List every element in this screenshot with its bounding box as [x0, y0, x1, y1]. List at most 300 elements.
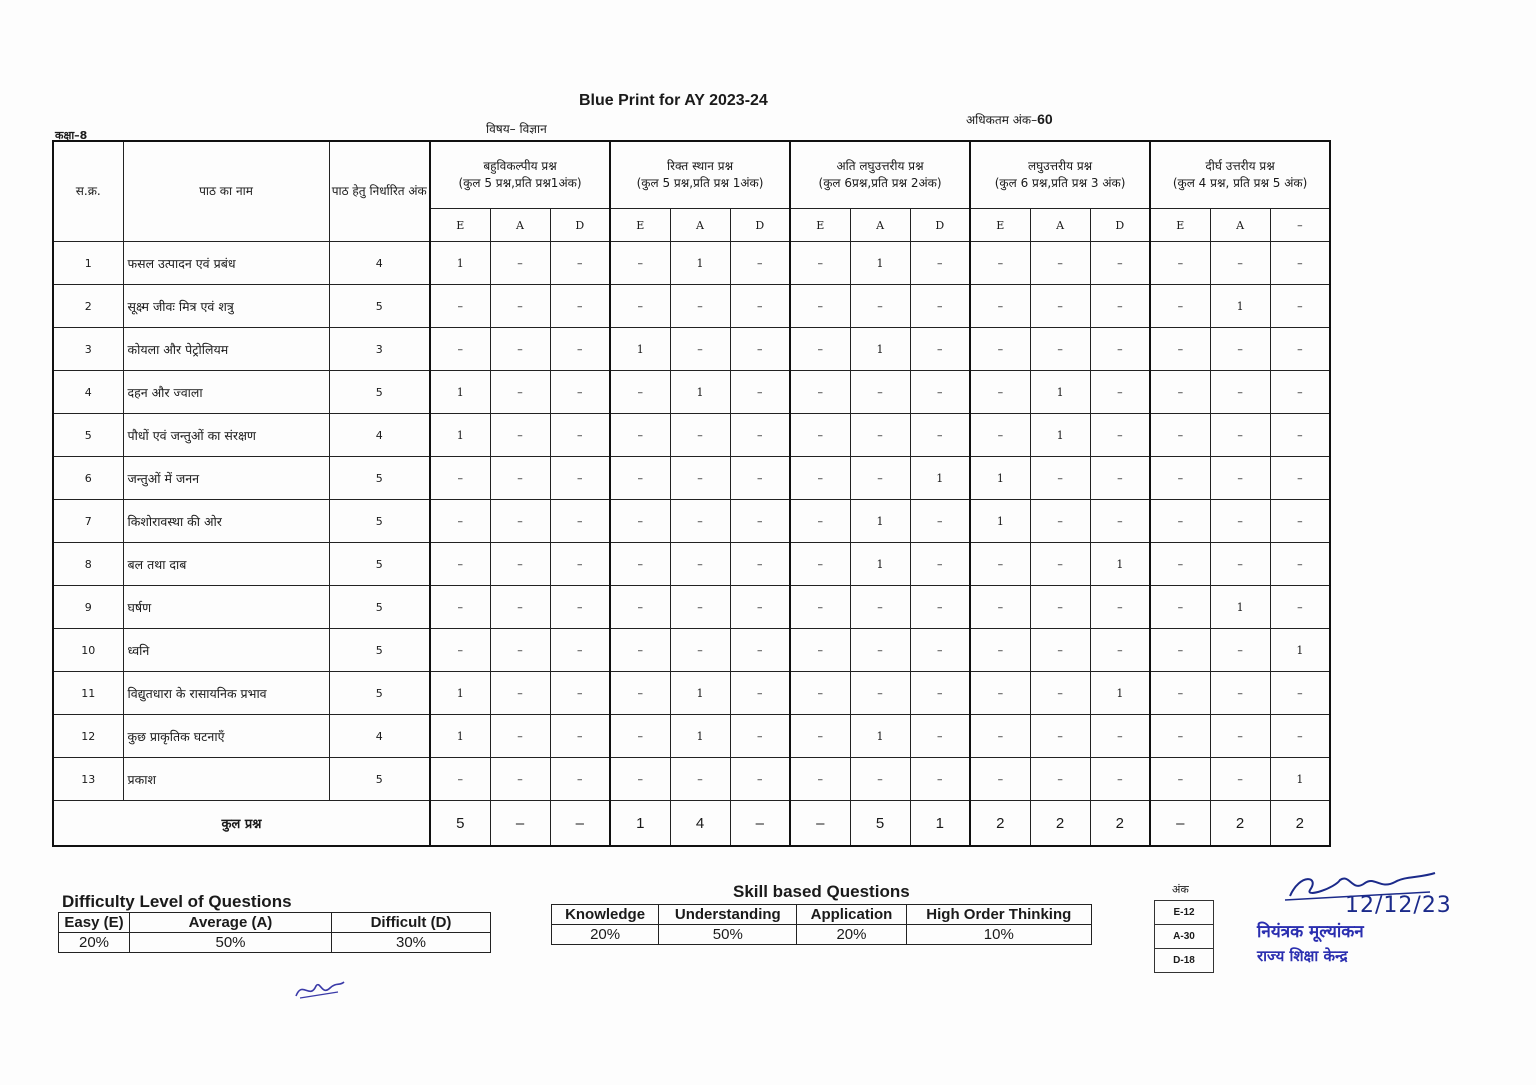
row-chapter-name: ध्वनि [123, 629, 329, 672]
row-cell: – [1030, 543, 1090, 586]
row-cell: – [1150, 328, 1210, 371]
row-cell: – [670, 457, 730, 500]
row-chapter-name: सूक्ष्म जीवः मित्र एवं शत्रु [123, 285, 329, 328]
row-cell: – [610, 672, 670, 715]
row-chapter-name: प्रकाश [123, 758, 329, 801]
row-cell: 1 [430, 242, 490, 285]
row-marks: 4 [329, 715, 430, 758]
row-cell: – [1210, 414, 1270, 457]
group-title: रिक्त स्थान प्रश्न [666, 159, 734, 173]
row-cell: 1 [1090, 672, 1150, 715]
row-cell: – [910, 242, 970, 285]
row-cell: – [1270, 457, 1330, 500]
row-cell: – [610, 586, 670, 629]
row-cell: – [850, 414, 910, 457]
row-cell: – [850, 285, 910, 328]
row-cell: – [790, 543, 850, 586]
row-marks: 5 [329, 629, 430, 672]
row-cell: – [610, 285, 670, 328]
row-cell: – [430, 457, 490, 500]
total-cell: – [790, 801, 850, 847]
level-header: A [1210, 209, 1270, 242]
row-sno: 10 [53, 629, 123, 672]
total-label: कुल प्रश्न [53, 801, 430, 847]
row-cell: – [1030, 457, 1090, 500]
skill-title: Skill based Questions [733, 882, 910, 901]
row-marks: 5 [329, 457, 430, 500]
total-cell: 4 [670, 801, 730, 847]
row-cell: – [1270, 285, 1330, 328]
row-cell: – [430, 328, 490, 371]
row-cell: 1 [1270, 629, 1330, 672]
max-marks-label [966, 111, 1053, 128]
level-header: E [430, 209, 490, 242]
row-cell: – [550, 629, 610, 672]
row-cell: – [490, 629, 550, 672]
row-sno: 8 [53, 543, 123, 586]
row-cell: – [730, 414, 790, 457]
row-cell: – [790, 285, 850, 328]
table-row [53, 715, 1330, 758]
difficulty-title: Difficulty Level of Questions [62, 892, 292, 911]
row-cell: – [1090, 500, 1150, 543]
row-cell: – [1090, 586, 1150, 629]
row-sno: 1 [53, 242, 123, 285]
row-cell: – [730, 543, 790, 586]
row-cell: – [910, 371, 970, 414]
row-sno: 12 [53, 715, 123, 758]
row-cell: – [550, 758, 610, 801]
table-row [53, 414, 1330, 457]
row-cell: – [910, 328, 970, 371]
level-header: A [850, 209, 910, 242]
row-cell: – [1150, 285, 1210, 328]
row-cell: – [610, 500, 670, 543]
marks-easy: E-12 [1155, 901, 1214, 925]
row-cell: – [610, 242, 670, 285]
row-cell: – [910, 629, 970, 672]
row-cell: – [910, 543, 970, 586]
row-cell: – [1030, 758, 1090, 801]
row-cell: – [1090, 328, 1150, 371]
row-cell: 1 [910, 457, 970, 500]
group-subtitle: (कुल 6 प्रश्न,प्रति प्रश्न 3 अंक) [994, 176, 1126, 190]
col-header-chapter: पाठ का नाम [123, 141, 329, 242]
row-marks: 5 [329, 586, 430, 629]
row-cell: – [970, 758, 1030, 801]
group-subtitle: (कुल 6प्रश्न,प्रति प्रश्न 2अंक) [818, 176, 942, 190]
row-cell: – [970, 242, 1030, 285]
row-cell: – [1090, 758, 1150, 801]
row-cell: – [1150, 414, 1210, 457]
row-sno: 5 [53, 414, 123, 457]
row-marks: 4 [329, 414, 430, 457]
row-cell: – [1150, 242, 1210, 285]
row-cell: – [1270, 371, 1330, 414]
row-marks: 4 [329, 242, 430, 285]
row-cell: 1 [970, 500, 1030, 543]
row-chapter-name: पौधों एवं जन्तुओं का संरक्षण [123, 414, 329, 457]
class-label: कक्षा–8 [55, 129, 88, 142]
row-marks: 5 [329, 371, 430, 414]
row-cell: – [850, 371, 910, 414]
row-cell: – [490, 672, 550, 715]
row-cell: – [1210, 242, 1270, 285]
difficulty-value-easy: 20% [59, 933, 130, 953]
row-cell: 1 [670, 715, 730, 758]
row-cell: – [550, 371, 610, 414]
row-sno: 9 [53, 586, 123, 629]
row-cell: – [1150, 457, 1210, 500]
row-cell: – [850, 758, 910, 801]
row-chapter-name: घर्षण [123, 586, 329, 629]
marks-box [1154, 900, 1214, 973]
group-title: लघुउत्तरीय प्रश्न [1027, 159, 1093, 173]
row-sno: 4 [53, 371, 123, 414]
row-cell: – [610, 543, 670, 586]
total-cell: 2 [1090, 801, 1150, 847]
row-cell: – [1150, 543, 1210, 586]
row-marks: 5 [329, 758, 430, 801]
row-cell: – [790, 758, 850, 801]
row-cell: 1 [610, 328, 670, 371]
row-cell: – [490, 371, 550, 414]
total-cell: 1 [910, 801, 970, 847]
level-header: A [490, 209, 550, 242]
difficulty-table [58, 912, 491, 953]
row-cell: 1 [1030, 414, 1090, 457]
row-chapter-name: फसल उत्पादन एवं प्रबंध [123, 242, 329, 285]
group-header-1 [610, 141, 790, 209]
row-cell: 1 [1270, 758, 1330, 801]
col-header-sno: स.क्र. [53, 141, 123, 242]
marks-box-title: अंक [1172, 883, 1189, 896]
row-cell: – [850, 629, 910, 672]
table-row [53, 328, 1330, 371]
row-cell: – [970, 629, 1030, 672]
row-cell: – [1210, 715, 1270, 758]
difficulty-value-average: 50% [130, 933, 332, 953]
table-row [53, 285, 1330, 328]
skill-table [551, 904, 1092, 945]
row-cell: – [1150, 500, 1210, 543]
row-cell: – [490, 715, 550, 758]
total-cell: 1 [610, 801, 670, 847]
row-cell: 1 [670, 672, 730, 715]
group-title: बहुविकल्पीय प्रश्न [483, 159, 557, 173]
row-cell: – [730, 586, 790, 629]
row-cell: – [970, 328, 1030, 371]
row-cell: – [550, 500, 610, 543]
official-stamp [1257, 920, 1364, 968]
row-cell: – [490, 414, 550, 457]
row-cell: – [610, 758, 670, 801]
row-cell: – [970, 715, 1030, 758]
difficulty-header-easy: Easy (E) [59, 913, 130, 933]
row-cell: – [1150, 672, 1210, 715]
row-cell: – [670, 629, 730, 672]
row-cell: – [790, 242, 850, 285]
row-marks: 5 [329, 500, 430, 543]
row-cell: – [670, 543, 730, 586]
row-cell: – [1090, 414, 1150, 457]
row-cell: – [550, 586, 610, 629]
row-cell: – [970, 414, 1030, 457]
row-cell: – [490, 328, 550, 371]
row-cell: – [850, 457, 910, 500]
total-cell: 5 [430, 801, 490, 847]
skill-header-hot: High Order Thinking [906, 905, 1091, 925]
row-cell: – [730, 328, 790, 371]
total-row [53, 801, 1330, 847]
row-cell: – [550, 715, 610, 758]
signature-date: 12/12/23 [1345, 893, 1452, 918]
row-cell: – [430, 543, 490, 586]
skill-header-understanding: Understanding [659, 905, 797, 925]
row-cell: – [730, 457, 790, 500]
group-subtitle: (कुल 5 प्रश्न,प्रति प्रश्न1अंक) [458, 176, 582, 190]
level-header: E [1150, 209, 1210, 242]
row-cell: – [550, 543, 610, 586]
skill-value-hot: 10% [906, 925, 1091, 945]
row-cell: – [730, 672, 790, 715]
row-cell: – [670, 586, 730, 629]
row-chapter-name: कुछ प्राकृतिक घटनाएँ [123, 715, 329, 758]
col-header-marks: पाठ हेतु निर्धारित अंक [329, 141, 430, 242]
level-header: D [910, 209, 970, 242]
row-cell: – [670, 758, 730, 801]
difficulty-header-average: Average (A) [130, 913, 332, 933]
row-cell: – [1210, 629, 1270, 672]
total-cell: 2 [1270, 801, 1330, 847]
row-cell: – [1090, 457, 1150, 500]
row-cell: – [1150, 371, 1210, 414]
row-cell: – [1270, 414, 1330, 457]
row-cell: – [1030, 242, 1090, 285]
table-row [53, 629, 1330, 672]
row-cell: – [670, 414, 730, 457]
row-cell: – [1210, 328, 1270, 371]
row-cell: – [790, 586, 850, 629]
row-cell: – [1090, 371, 1150, 414]
row-cell: – [790, 328, 850, 371]
row-cell: – [1030, 500, 1090, 543]
total-cell: – [730, 801, 790, 847]
row-cell: – [670, 500, 730, 543]
level-header: – [1270, 209, 1330, 242]
row-chapter-name: कोयला और पेट्रोलियम [123, 328, 329, 371]
row-marks: 5 [329, 543, 430, 586]
row-cell: – [490, 758, 550, 801]
level-header: D [1090, 209, 1150, 242]
initials-signature-icon [292, 976, 348, 1004]
row-sno: 13 [53, 758, 123, 801]
row-cell: – [1270, 543, 1330, 586]
row-cell: – [550, 457, 610, 500]
row-cell: – [850, 672, 910, 715]
row-cell: – [610, 629, 670, 672]
max-marks-text: अधिकतम अंक– [966, 113, 1038, 127]
row-cell: – [610, 371, 670, 414]
row-cell: – [490, 500, 550, 543]
row-cell: – [550, 242, 610, 285]
table-row [53, 586, 1330, 629]
total-cell: 2 [970, 801, 1030, 847]
row-cell: – [610, 457, 670, 500]
row-cell: 1 [1210, 586, 1270, 629]
row-cell: 1 [850, 242, 910, 285]
row-cell: – [1210, 543, 1270, 586]
row-marks: 5 [329, 285, 430, 328]
row-cell: – [430, 586, 490, 629]
group-header-0 [430, 141, 610, 209]
row-cell: 1 [430, 715, 490, 758]
skill-value-understanding: 50% [659, 925, 797, 945]
row-cell: – [730, 285, 790, 328]
row-cell: – [970, 672, 1030, 715]
row-cell: 1 [670, 371, 730, 414]
row-cell: – [910, 672, 970, 715]
row-cell: – [790, 629, 850, 672]
group-title: दीर्घ उत्तरीय प्रश्न [1205, 159, 1275, 173]
table-row [53, 500, 1330, 543]
row-cell: – [1210, 457, 1270, 500]
table-row [53, 758, 1330, 801]
row-cell: – [790, 672, 850, 715]
row-cell: 1 [430, 371, 490, 414]
row-cell: – [670, 328, 730, 371]
row-cell: – [910, 715, 970, 758]
row-chapter-name: विद्युतधारा के रासायनिक प्रभाव [123, 672, 329, 715]
row-cell: 1 [430, 672, 490, 715]
row-cell: – [730, 758, 790, 801]
row-cell: – [490, 457, 550, 500]
row-cell: – [610, 414, 670, 457]
total-cell: 2 [1210, 801, 1270, 847]
row-cell: 1 [850, 328, 910, 371]
row-cell: 1 [850, 715, 910, 758]
row-sno: 6 [53, 457, 123, 500]
row-cell: – [490, 242, 550, 285]
row-cell: – [1030, 629, 1090, 672]
group-subtitle: (कुल 5 प्रश्न,प्रति प्रश्न 1अंक) [636, 176, 764, 190]
row-cell: – [1210, 758, 1270, 801]
skill-header-application: Application [797, 905, 906, 925]
row-cell: – [790, 715, 850, 758]
row-sno: 3 [53, 328, 123, 371]
row-cell: – [1270, 672, 1330, 715]
table-row [53, 371, 1330, 414]
page-title: Blue Print for AY 2023-24 [579, 92, 768, 109]
row-cell: – [910, 586, 970, 629]
row-cell: – [1030, 586, 1090, 629]
group-title: अति लघुउत्तरीय प्रश्न [836, 159, 924, 173]
row-cell: – [1090, 629, 1150, 672]
row-cell: – [1090, 285, 1150, 328]
level-header: E [970, 209, 1030, 242]
row-cell: – [550, 285, 610, 328]
row-cell: – [1150, 586, 1210, 629]
row-cell: 1 [430, 414, 490, 457]
row-cell: – [790, 414, 850, 457]
row-sno: 2 [53, 285, 123, 328]
row-cell: – [1270, 328, 1330, 371]
table-row [53, 242, 1330, 285]
row-marks: 3 [329, 328, 430, 371]
row-cell: – [790, 500, 850, 543]
row-cell: – [1210, 500, 1270, 543]
stamp-line-2: राज्य शिक्षा केन्द्र [1257, 947, 1348, 965]
row-chapter-name: जन्तुओं में जनन [123, 457, 329, 500]
row-cell: – [1210, 371, 1270, 414]
row-cell: 1 [850, 543, 910, 586]
row-cell: – [550, 328, 610, 371]
row-cell: 1 [850, 500, 910, 543]
group-header-2 [790, 141, 970, 209]
row-cell: – [1270, 715, 1330, 758]
total-cell: – [550, 801, 610, 847]
row-cell: 1 [1030, 371, 1090, 414]
row-cell: – [670, 285, 730, 328]
skill-header-knowledge: Knowledge [552, 905, 659, 925]
table-row [53, 457, 1330, 500]
row-cell: – [490, 586, 550, 629]
row-cell: – [970, 586, 1030, 629]
total-cell: 5 [850, 801, 910, 847]
row-cell: – [730, 500, 790, 543]
level-header: E [790, 209, 850, 242]
skill-value-knowledge: 20% [552, 925, 659, 945]
group-subtitle: (कुल 4 प्रश्न, प्रति प्रश्न 5 अंक) [1172, 176, 1308, 190]
row-chapter-name: बल तथा दाब [123, 543, 329, 586]
table-row [53, 672, 1330, 715]
level-header: A [670, 209, 730, 242]
row-cell: – [790, 457, 850, 500]
row-cell: – [1030, 715, 1090, 758]
row-cell: – [970, 543, 1030, 586]
group-header-3 [970, 141, 1150, 209]
total-cell: – [490, 801, 550, 847]
row-cell: – [1150, 629, 1210, 672]
row-cell: – [730, 715, 790, 758]
stamp-line-1: नियंत्रक मूल्यांकन [1257, 922, 1364, 942]
difficulty-header-difficult: Difficult (D) [332, 913, 491, 933]
level-header: D [730, 209, 790, 242]
row-cell: – [1090, 715, 1150, 758]
row-cell: – [1030, 672, 1090, 715]
level-header: E [610, 209, 670, 242]
row-cell: – [730, 242, 790, 285]
row-cell: 1 [1210, 285, 1270, 328]
row-cell: – [490, 285, 550, 328]
marks-average: A-30 [1155, 925, 1214, 949]
row-cell: – [1270, 586, 1330, 629]
row-cell: – [1150, 715, 1210, 758]
group-header-4 [1150, 141, 1330, 209]
difficulty-value-difficult: 30% [332, 933, 491, 953]
row-cell: 1 [970, 457, 1030, 500]
row-cell: – [1210, 672, 1270, 715]
row-cell: – [1090, 242, 1150, 285]
marks-difficult: D-18 [1155, 949, 1214, 973]
row-cell: – [1270, 242, 1330, 285]
row-cell: – [550, 414, 610, 457]
row-cell: – [430, 758, 490, 801]
row-cell: – [1150, 758, 1210, 801]
row-cell: – [910, 285, 970, 328]
row-chapter-name: किशोरावस्था की ओर [123, 500, 329, 543]
table-row [53, 543, 1330, 586]
